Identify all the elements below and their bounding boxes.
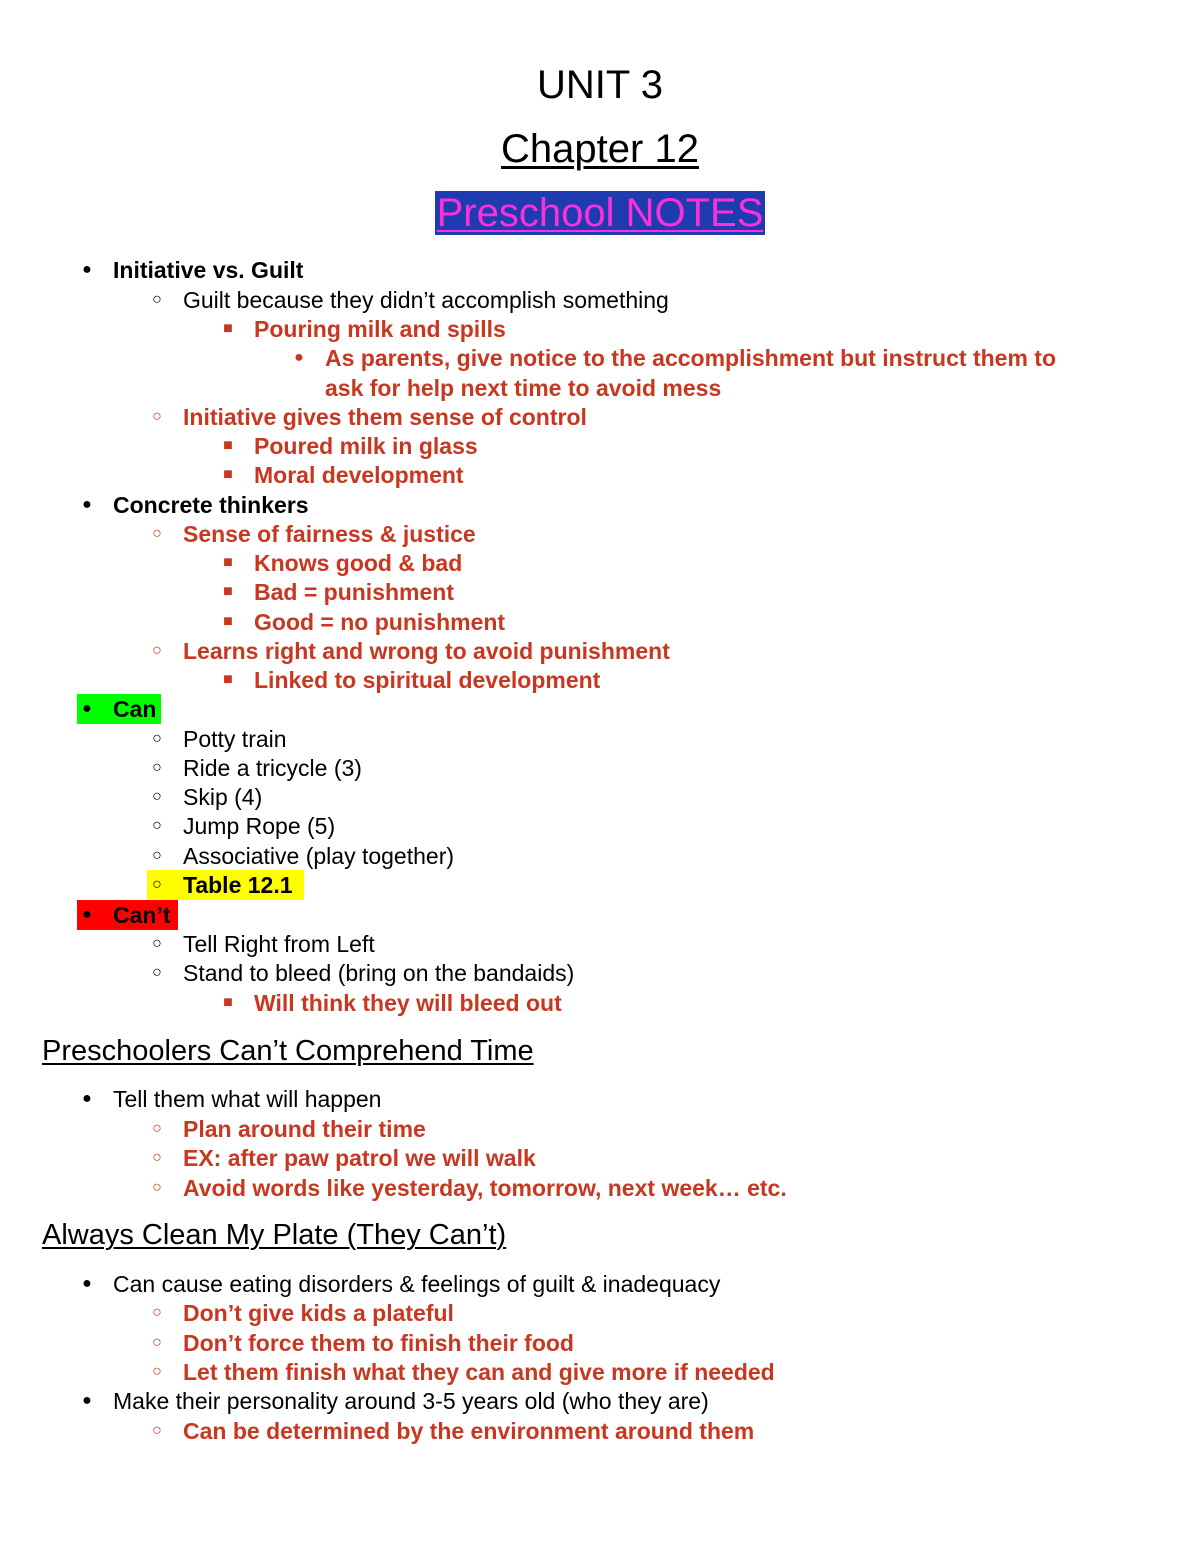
list-item — [152, 1298, 454, 1328]
list-item-text: Potty train — [183, 726, 287, 752]
circle-bullet-icon: ○ — [152, 876, 162, 893]
list-item-text: Initiative gives them sense of control — [183, 404, 587, 430]
disc-bullet-icon: ● — [82, 700, 92, 717]
list-item — [152, 1114, 426, 1144]
list-item — [82, 1084, 382, 1114]
disc-bullet-icon: ● — [82, 261, 92, 278]
list-item-text: Knows good & bad — [254, 550, 463, 576]
list-item-text: Initiative vs. Guilt — [113, 257, 304, 283]
list-item — [152, 1357, 775, 1387]
circle-bullet-icon: ○ — [152, 1304, 162, 1321]
list-item — [152, 811, 336, 841]
list-item-text: Good = no punishment — [254, 609, 506, 635]
list-item — [152, 958, 575, 988]
unit-title-text: UNIT 3 — [537, 63, 663, 107]
square-bullet-icon: ■ — [223, 583, 233, 600]
disc-bullet-icon: ● — [82, 1392, 92, 1409]
list-item — [152, 1143, 536, 1173]
square-bullet-icon: ■ — [223, 437, 233, 454]
list-item-text: Associative (play together) — [183, 843, 455, 869]
circle-bullet-icon: ○ — [152, 730, 162, 747]
list-item-text: ask for help next time to avoid mess — [325, 375, 722, 401]
circle-bullet-icon: ○ — [152, 1179, 162, 1196]
list-item-text: EX: after paw patrol we will walk — [183, 1145, 536, 1171]
list-item-text: Pouring milk and spills — [254, 316, 506, 342]
section-heading-plate: Always Clean My Plate (They Can’t) — [42, 1219, 507, 1251]
circle-bullet-icon: ○ — [152, 788, 162, 805]
list-item — [152, 929, 375, 959]
list-item — [294, 343, 1056, 373]
section-heading-time: Preschoolers Can’t Comprehend Time — [42, 1035, 534, 1067]
circle-bullet-icon: ○ — [152, 964, 162, 981]
list-item-text: Can be determined by the environment around them — [183, 1418, 755, 1444]
notes-title — [0, 190, 1200, 236]
list-item-text: Don’t give kids a plateful — [183, 1300, 454, 1326]
circle-bullet-icon: ○ — [152, 291, 162, 308]
list-item — [152, 782, 263, 812]
list-item — [223, 314, 506, 344]
square-bullet-icon: ■ — [223, 994, 233, 1011]
circle-bullet-icon: ○ — [152, 642, 162, 659]
square-bullet-icon: ■ — [223, 554, 233, 571]
unit-title — [0, 62, 1200, 108]
list-item-text: Will think they will bleed out — [254, 990, 562, 1016]
disc-bullet-icon: ● — [82, 496, 92, 513]
circle-bullet-icon: ○ — [152, 408, 162, 425]
list-item — [223, 577, 454, 607]
list-item — [82, 1269, 721, 1299]
list-item-text: Poured milk in glass — [254, 433, 478, 459]
square-bullet-icon: ■ — [223, 320, 233, 337]
list-item — [223, 988, 562, 1018]
list-item — [152, 1173, 787, 1203]
list-item — [152, 841, 455, 871]
list-item-text: Can’t — [113, 902, 171, 928]
list-item-text: Learns right and wrong to avoid punishment — [183, 638, 670, 664]
circle-bullet-icon: ○ — [152, 1422, 162, 1439]
list-item-text: Tell Right from Left — [183, 931, 375, 957]
list-item — [223, 460, 464, 490]
list-item — [152, 1328, 574, 1358]
list-item-text: Don’t force them to finish their food — [183, 1330, 574, 1356]
circle-bullet-icon: ○ — [152, 817, 162, 834]
list-item — [82, 490, 309, 520]
list-item-text: Sense of fairness & justice — [183, 521, 476, 547]
list-item — [82, 694, 157, 724]
list-item — [152, 402, 587, 432]
circle-bullet-icon: ○ — [152, 1363, 162, 1380]
square-bullet-icon: ■ — [223, 671, 233, 688]
square-bullet-icon: ■ — [223, 613, 233, 630]
list-item-text: As parents, give notice to the accomplishment but instruct them to — [325, 345, 1056, 371]
list-item — [152, 519, 476, 549]
list-item — [82, 1386, 709, 1416]
list-item-text: Linked to spiritual development — [254, 667, 601, 693]
list-item — [82, 255, 304, 285]
list-item — [223, 665, 601, 695]
disc-bullet-icon: ● — [82, 906, 92, 923]
list-item — [82, 900, 171, 930]
list-item-text: Let them finish what they can and give more if needed — [183, 1359, 775, 1385]
circle-bullet-icon: ○ — [152, 1334, 162, 1351]
list-item-text: Moral development — [254, 462, 464, 488]
notes-title-text: Preschool NOTES — [436, 191, 764, 235]
list-item — [152, 285, 669, 315]
list-item — [223, 431, 478, 461]
list-item — [152, 724, 287, 754]
list-item — [152, 636, 670, 666]
list-item-text: Stand to bleed (bring on the bandaids) — [183, 960, 575, 986]
list-item-text: Can — [113, 696, 157, 722]
list-item — [223, 607, 506, 637]
disc-bullet-icon: ● — [82, 1275, 92, 1292]
list-item-text: Tell them what will happen — [113, 1086, 382, 1112]
circle-bullet-icon: ○ — [152, 759, 162, 776]
circle-bullet-icon: ○ — [152, 525, 162, 542]
list-item-text: Jump Rope (5) — [183, 813, 336, 839]
circle-bullet-icon: ○ — [152, 935, 162, 952]
circle-bullet-icon: ○ — [152, 847, 162, 864]
list-item-text: Guilt because they didn’t accomplish something — [183, 287, 669, 313]
list-item-continued — [325, 373, 721, 403]
list-item-text: Ride a tricycle (3) — [183, 755, 362, 781]
list-item-text: Plan around their time — [183, 1116, 426, 1142]
list-item — [152, 870, 293, 900]
list-item — [152, 1416, 755, 1446]
list-item-text: Bad = punishment — [254, 579, 454, 605]
list-item-text: Avoid words like yesterday, tomorrow, next week… etc. — [183, 1175, 787, 1201]
list-item-text: Table 12.1 — [183, 872, 293, 898]
list-item-text: Can cause eating disorders & feelings of guilt & inadequacy — [113, 1271, 721, 1297]
chapter-title — [0, 126, 1200, 172]
chapter-title-text: Chapter 12 — [501, 127, 699, 171]
disc-bullet-icon: ● — [82, 1090, 92, 1107]
circle-bullet-icon: ○ — [152, 1120, 162, 1137]
list-item — [152, 753, 362, 783]
circle-bullet-icon: ○ — [152, 1149, 162, 1166]
list-item — [223, 548, 463, 578]
disc-bullet-icon: ● — [294, 349, 304, 366]
list-item-text: Make their personality around 3-5 years old (who they are) — [113, 1388, 709, 1414]
square-bullet-icon: ■ — [223, 466, 233, 483]
list-item-text: Skip (4) — [183, 784, 263, 810]
list-item-text: Concrete thinkers — [113, 492, 309, 518]
